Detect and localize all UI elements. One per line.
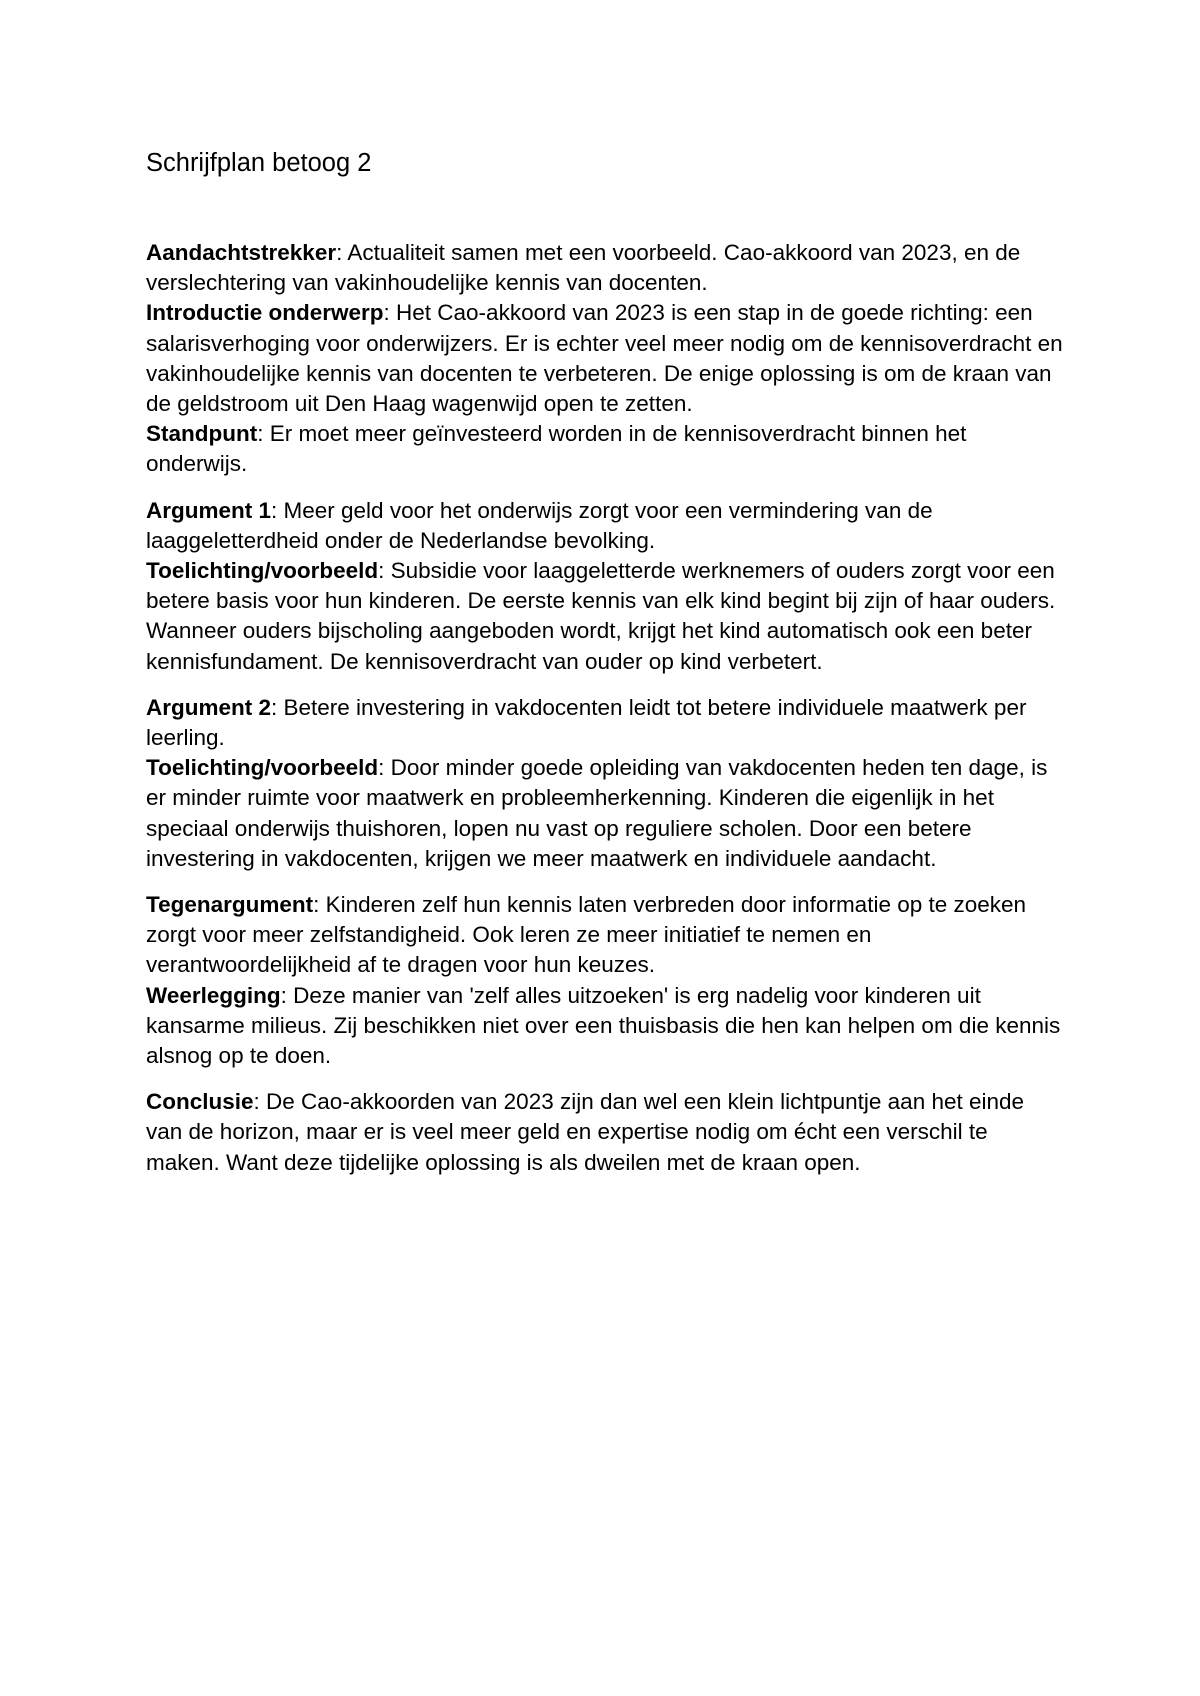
paragraph-argument-1 [146, 496, 1066, 556]
paragraph-text: : Het Cao-akkoord van 2023 is een stap in de goede richting: een salarisverhoging voor onderwijzers. Er is echter veel meer nodig om de kennisoverdracht en vakinhoudelijke kennis van docenten te verbeteren. De enige oplossing is om de kraan van de geldstroom uit Den Haag wagenwijd open te zetten. [146, 300, 1063, 417]
paragraph-text: : Meer geld voor het onderwijs zorgt voor een vermindering van de laaggeletterdheid onder de Nederlandse bevolking. [146, 497, 933, 553]
paragraph-text: : Door minder goede opleiding van vakdocenten heden ten dage, is er minder ruimte voor maatwerk en probleemherkenning. Kinderen die eigenlijk in het speciaal onderwijs thuishoren, lopen nu vast op reguliere scholen. Door een betere investering in vakdocenten, krijgen we meer maatwerk en individuele aandacht. [146, 755, 1048, 871]
section-tegenargument [146, 890, 1066, 1071]
paragraph-argument-2 [146, 693, 1066, 753]
paragraph-text: : Subsidie voor laaggeletterde werknemers of ouders zorgt voor een betere basis voor hun kinderen. De eerste kennis van elk kind begint bij zijn of haar ouders. Wanneer ouders bijscholing aangeboden wordt, krijgt het kind automatisch ook een beter kennisfundament. De kennisoverdracht van ouder op kind verbetert. [146, 558, 1056, 674]
paragraph-label: Argument 2 [146, 694, 272, 720]
paragraph-label: Toelichting/voorbeeld [146, 558, 379, 584]
section-introduction [146, 238, 1066, 480]
paragraph-toelichting-1 [146, 556, 1066, 677]
paragraph-label: Tegenargument [146, 892, 314, 918]
section-argument-2 [146, 693, 1066, 874]
paragraph-conclusie [146, 1087, 1066, 1178]
paragraph-standpunt [146, 419, 1066, 479]
section-argument-1 [146, 496, 1066, 677]
paragraph-label: Aandachtstrekker [146, 240, 337, 265]
paragraph-text: : Betere investering in vakdocenten leidt tot betere individuele maatwerk per leerling. [146, 694, 1027, 751]
paragraph-label: Introductie onderwerp [146, 300, 384, 326]
document-title: Schrijfplan betoog 2 [146, 149, 372, 177]
paragraph-text: : Deze manier van 'zelf alles uitzoeken' is erg nadelig voor kinderen uit kansarme milieus. Zij beschikken niet over een thuisbasis die hen kan helpen om die kennis alsnog op te doen. [146, 982, 1061, 1069]
paragraph-text: : Kinderen zelf hun kennis laten verbreden door informatie op te zoeken zorgt voor meer zelfstandigheid. Ook leren ze meer initiatief te nemen en verantwoordelijkheid af te dragen voor hun keuzes. [146, 892, 1027, 978]
paragraph-tegenargument [146, 890, 1066, 981]
document-page [146, 146, 1066, 1178]
paragraph-weerlegging [146, 981, 1066, 1072]
paragraph-toelichting-2 [146, 753, 1066, 874]
paragraph-label: Toelichting/voorbeeld [146, 755, 379, 781]
paragraph-text: : Er moet meer geïnvesteerd worden in de kennisoverdracht binnen het onderwijs. [146, 421, 967, 477]
paragraph-text: : Actualiteit samen met een voorbeeld. Cao-akkoord van 2023, en de verslechtering van vakinhoudelijke kennis van docenten. [146, 240, 1021, 296]
paragraph-label: Argument 1 [146, 497, 272, 523]
paragraph-label: Conclusie [146, 1089, 254, 1115]
paragraph-text: : De Cao-akkoorden van 2023 zijn dan wel een klein lichtpuntje aan het einde van de horizon, maar er is veel meer geld en expertise nodig om écht een verschil te maken. Want deze tijdelijke oplossing is als dweilen met de kraan open. [146, 1089, 1025, 1175]
paragraph-label: Weerlegging [146, 982, 281, 1008]
paragraph-aandachtstrekker [146, 238, 1066, 298]
paragraph-introductie-onderwerp [146, 298, 1066, 419]
section-conclusie [146, 1087, 1066, 1178]
paragraph-label: Standpunt [146, 421, 258, 447]
